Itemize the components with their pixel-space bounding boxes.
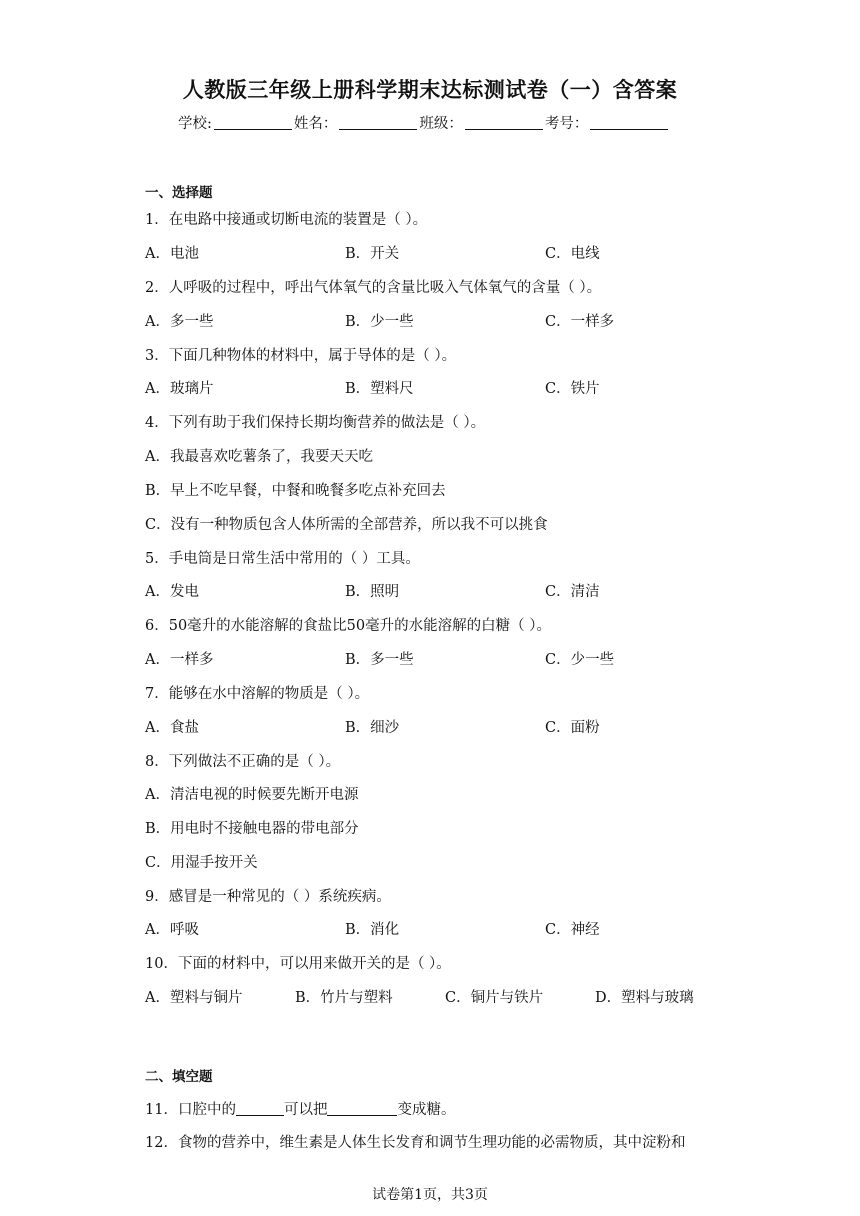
q8-option-a[interactable]: A．清洁电视的时候要先断开电源 xyxy=(145,787,359,803)
page-title: 人教版三年级上册科学期末达标测试卷（一）含答案 xyxy=(182,78,678,102)
school-label: 学校: xyxy=(178,116,212,132)
name-label: 姓名： xyxy=(293,116,338,132)
q9-option-a[interactable]: A．呼吸 xyxy=(145,922,199,938)
class-label: 班级： xyxy=(419,116,463,132)
q9-option-b[interactable]: B．消化 xyxy=(345,922,400,938)
q4-option-a[interactable]: A．我最喜欢吃薯条了，我要天天吃 xyxy=(145,449,373,465)
q9-option-c[interactable]: C．神经 xyxy=(545,922,600,938)
question-11 xyxy=(145,1098,455,1119)
exam-no-blank[interactable] xyxy=(590,115,668,130)
question-10: 10．下面的材料中，可以用来做开关的是（ ）。 xyxy=(145,956,451,972)
question-2: 2．人呼吸的过程中，呼出气体氧气的含量比吸入气体氧气的含量（ ）。 xyxy=(145,280,602,296)
student-info-line xyxy=(178,112,670,133)
section-title-fill: 二、填空题 xyxy=(145,1069,213,1085)
q11-blank-1[interactable] xyxy=(236,1101,284,1116)
q7-option-b[interactable]: B．细沙 xyxy=(345,720,400,736)
q5-option-a[interactable]: A．发电 xyxy=(145,584,199,600)
school-blank[interactable] xyxy=(214,115,292,130)
q4-option-b[interactable]: B．早上不吃早餐，中餐和晚餐多吃点补充回去 xyxy=(145,483,446,499)
q11-part2: 可以把 xyxy=(283,1102,328,1118)
question-1: 1．在电路中接通或切断电流的装置是（ ）。 xyxy=(145,212,428,228)
q6-option-c[interactable]: C．少一些 xyxy=(545,652,615,668)
q2-option-b[interactable]: B．少一些 xyxy=(345,314,414,330)
q2-option-c[interactable]: C．一样多 xyxy=(545,314,615,330)
q11-blank-2[interactable] xyxy=(327,1101,397,1116)
q6-option-a[interactable]: A．一样多 xyxy=(145,652,214,668)
q3-option-c[interactable]: C．铁片 xyxy=(545,381,600,397)
q10-option-b[interactable]: B．竹片与塑料 xyxy=(295,990,393,1006)
page-footer: 试卷第1页，共3页 xyxy=(372,1187,488,1203)
class-blank[interactable] xyxy=(465,115,543,130)
q7-option-a[interactable]: A．食盐 xyxy=(145,720,199,736)
q3-option-a[interactable]: A．玻璃片 xyxy=(145,381,214,397)
q4-option-c[interactable]: C．没有一种物质包含人体所需的全部营养，所以我不可以挑食 xyxy=(145,517,548,533)
q8-option-b[interactable]: B．用电时不接触电器的带电部分 xyxy=(145,821,359,837)
q10-option-c[interactable]: C．铜片与铁片 xyxy=(445,990,544,1006)
question-9: 9．感冒是一种常见的（ ）系统疾病。 xyxy=(145,889,391,905)
q3-option-b[interactable]: B．塑料尺 xyxy=(345,381,414,397)
q10-option-a[interactable]: A．塑料与铜片 xyxy=(145,990,243,1006)
q8-option-c[interactable]: C．用湿手按开关 xyxy=(145,855,258,871)
q6-option-b[interactable]: B．多一些 xyxy=(345,652,414,668)
name-blank[interactable] xyxy=(339,115,417,130)
question-7: 7．能够在水中溶解的物质是（ ）。 xyxy=(145,686,370,702)
q2-option-a[interactable]: A．多一些 xyxy=(145,314,214,330)
q10-option-d[interactable]: D．塑料与玻璃 xyxy=(595,990,694,1006)
question-12: 12．食物的营养中，维生素是人体生长发育和调节生理功能的必需物质，其中淀粉和 xyxy=(145,1135,686,1151)
q11-part1: 11．口腔中的 xyxy=(145,1102,236,1118)
question-4: 4．下列有助于我们保持长期均衡营养的做法是（ ）。 xyxy=(145,415,486,431)
question-6: 6．50毫升的水能溶解的食盐比50毫升的水能溶解的白糖（ ）。 xyxy=(145,618,551,634)
q5-option-c[interactable]: C．清洁 xyxy=(545,584,600,600)
q1-option-c[interactable]: C．电线 xyxy=(545,246,600,262)
question-5: 5．手电筒是日常生活中常用的（ ）工具。 xyxy=(145,551,420,567)
question-8: 8．下列做法不正确的是（ ）。 xyxy=(145,754,341,770)
question-3: 3．下面几种物体的材料中，属于导体的是（ ）。 xyxy=(145,348,457,364)
q5-option-b[interactable]: B．照明 xyxy=(345,584,400,600)
q7-option-c[interactable]: C．面粉 xyxy=(545,720,600,736)
q11-part3: 变成糖。 xyxy=(397,1102,456,1118)
q1-option-b[interactable]: B．开关 xyxy=(345,246,400,262)
q1-option-a[interactable]: A．电池 xyxy=(145,246,199,262)
exam-no-label: 考号： xyxy=(544,116,589,132)
section-title-choice: 一、选择题 xyxy=(145,185,213,201)
